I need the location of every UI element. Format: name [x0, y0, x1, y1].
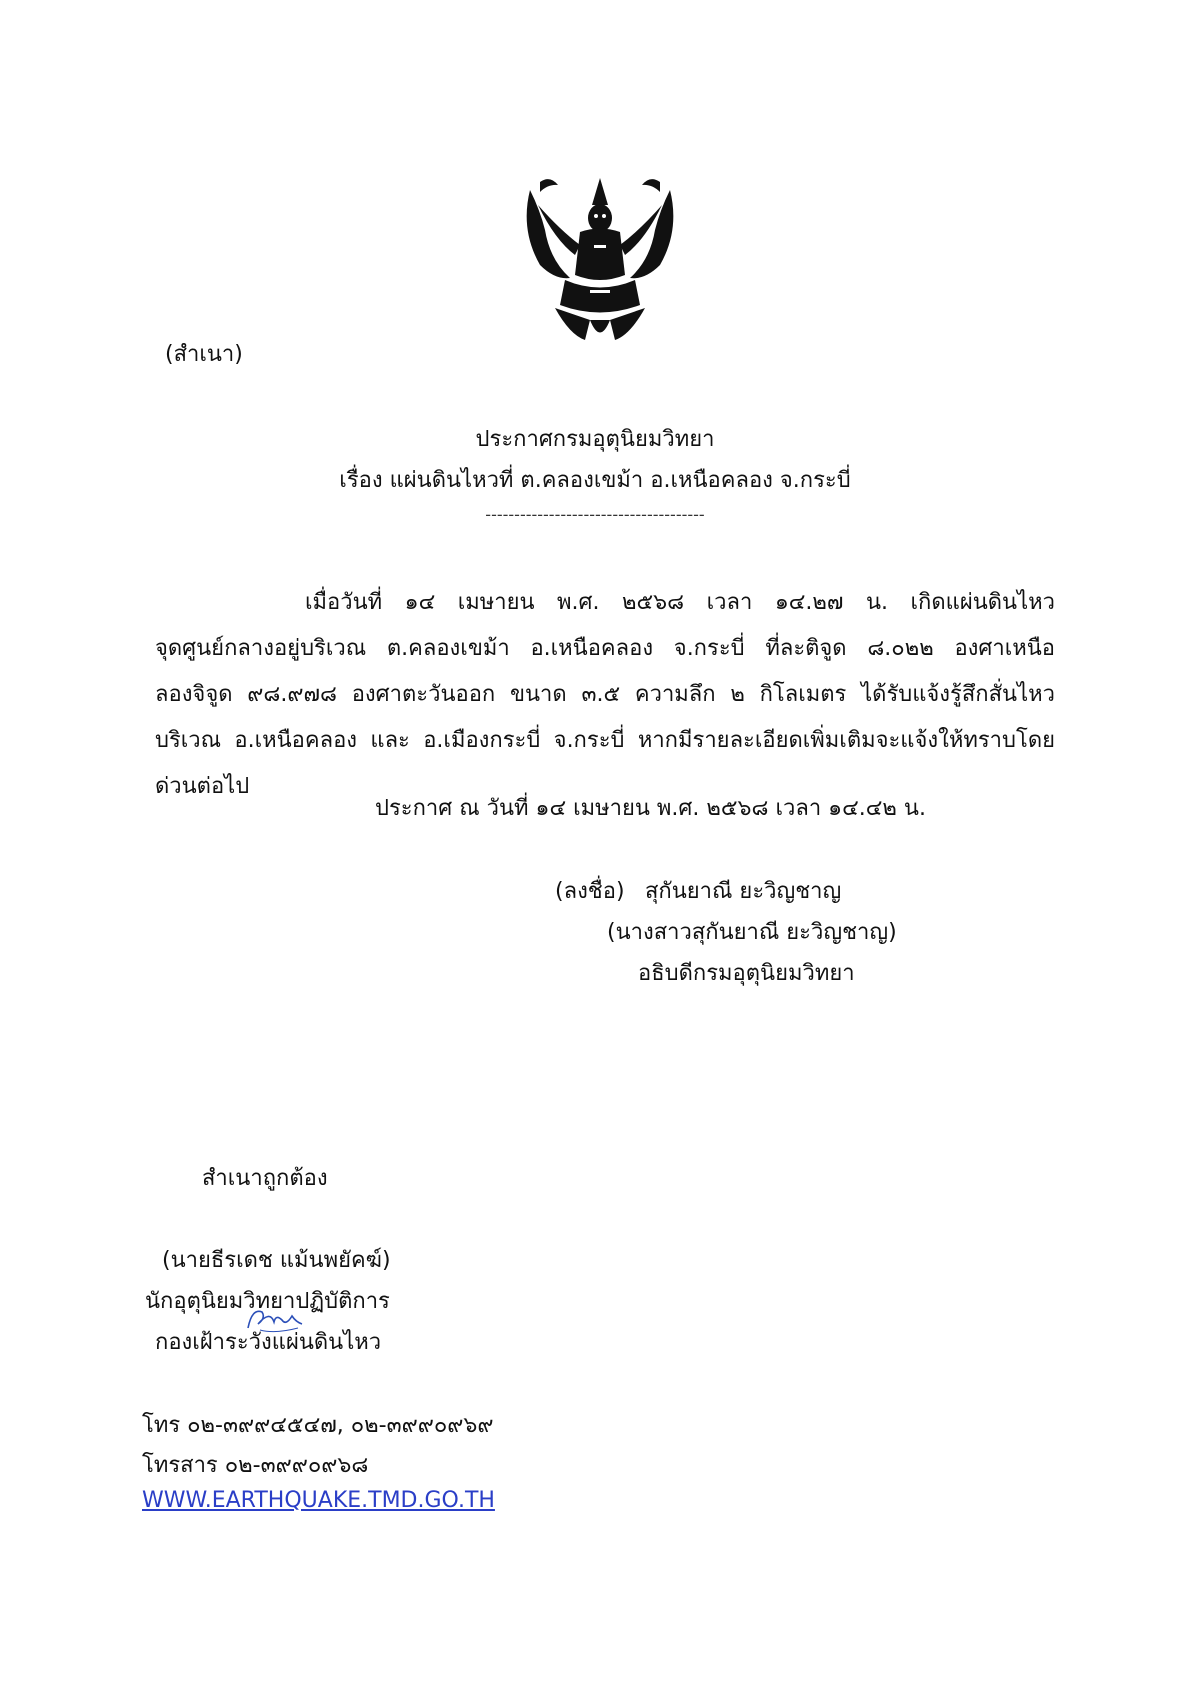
certifier-division: กองเฝ้าระวังแผ่นดินไหว	[155, 1330, 382, 1355]
website-link[interactable]: WWW.EARTHQUAKE.TMD.GO.TH	[142, 1488, 495, 1513]
signed-name: สุกันยาณี ยะวิญชาญ	[645, 879, 842, 904]
signatory-position: อธิบดีกรมอุตุนิยมวิทยา	[638, 961, 855, 986]
title-divider: --------------------------------------	[485, 505, 705, 524]
announcement-subject: เรื่อง แผ่นดินไหวที่ ต.คลองเขม้า อ.เหนือคลอง จ.กระบี่	[339, 468, 851, 493]
copy-marker: (สำเนา)	[165, 342, 243, 367]
body-paragraph-text: เมื่อวันที่ ๑๔ เมษายน พ.ศ. ๒๕๖๘ เวลา ๑๔.๒๗ น. เกิดแผ่นดินไหว จุดศูนย์กลางอยู่บริเวณ ต.คลองเขม้า อ.เหนือคลอง จ.กระบี่ ที่ละติจูด ๘.๐๒๒ องศาเหนือ ลองจิจูด ๙๘.๙๗๘ องศาตะวันออก ขนาด ๓.๕ ความลึก ๒ กิโลเมตร ได้รับแจ้งรู้สึกสั่นไหวบริเวณ อ.เหนือคลอง และ อ.เมืองกระบี่ จ.กระบี่ หากมีรายละเอียดเพิ่มเติมจะแจ้งให้ทราบโดยด่วนต่อไป	[155, 590, 1055, 799]
signed-label: (ลงชื่อ)	[555, 879, 625, 904]
contact-fax: โทรสาร ๐๒-๓๙๙๐๙๖๘	[142, 1453, 369, 1478]
body-paragraph	[155, 580, 1055, 810]
announcement-title: ประกาศกรมอุตุนิยมวิทยา	[475, 427, 715, 452]
contact-phone: โทร ๐๒-๓๙๙๔๕๔๗, ๐๒-๓๙๙๐๙๖๙	[142, 1413, 494, 1438]
certifier-position: นักอุตุนิยมวิทยาปฏิบัติการ	[145, 1289, 390, 1314]
certified-copy-label: สำเนาถูกต้อง	[202, 1166, 328, 1191]
announcement-date: ประกาศ ณ วันที่ ๑๔ เมษายน พ.ศ. ๒๕๖๘ เวลา ๑๔.๔๒ น.	[375, 796, 926, 821]
signatory-full-name: (นางสาวสุกันยาณี ยะวิญชาญ)	[607, 920, 897, 945]
garuda-emblem-icon	[510, 170, 690, 350]
certifier-name: (นายธีรเดช แม้นพยัคฆ์)	[162, 1248, 391, 1273]
